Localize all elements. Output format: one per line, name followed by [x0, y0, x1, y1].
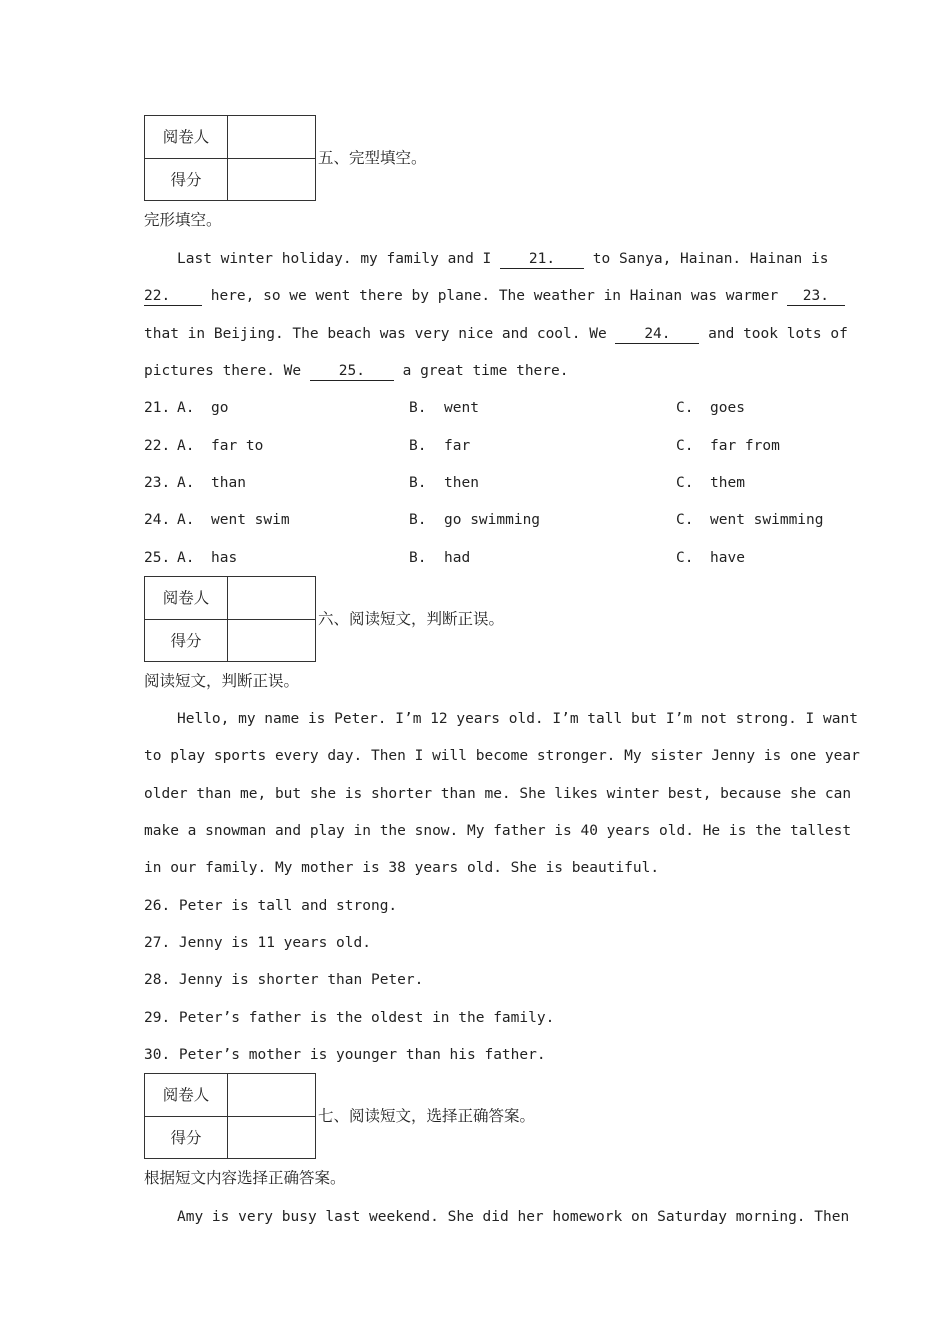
option-b[interactable]: had — [444, 550, 471, 566]
option-c[interactable]: them — [710, 475, 745, 491]
grader-box — [144, 576, 316, 662]
reading-passage-line: make a snowman and play in the snow. My father is 40 years old. He is the tallest — [144, 823, 852, 839]
section-7-instruction: 根据短文内容选择正确答案。 — [144, 1169, 346, 1187]
section-6-heading: 六、阅读短文，判断正误。 — [318, 610, 505, 628]
reviewer-label: 阅卷人 — [145, 116, 228, 159]
true-false-statement: 30. Peter’s mother is younger than his father. — [144, 1047, 546, 1063]
option-a[interactable]: has — [211, 550, 238, 566]
true-false-statement: 28. Jenny is shorter than Peter. — [144, 972, 424, 988]
reviewer-cell — [228, 577, 315, 620]
cloze-passage-line: that in Beijing. The beach was very nice and cool. We 24. and took lots of — [144, 326, 848, 342]
grader-box — [144, 115, 316, 201]
reading-passage-line: in our family. My mother is 38 years old. She is beautiful. — [144, 860, 660, 876]
cloze-passage-line: Last winter holiday. my family and I 21. to Sanya, Hainan. Hainan is — [177, 251, 829, 267]
cloze-passage-line: 22. here, so we went there by plane. The weather in Hainan was warmer 23. — [144, 286, 845, 306]
option-a[interactable]: went swim — [211, 512, 290, 528]
blank-25: 25. — [310, 363, 394, 381]
blank-23: 23. — [787, 288, 845, 306]
reviewer-cell — [228, 1074, 315, 1117]
section-5-heading: 五、完型填空。 — [318, 149, 427, 167]
blank-21: 21. — [500, 251, 584, 269]
blank-22: 22. — [144, 288, 202, 306]
section-6-instruction: 阅读短文，判断正误。 — [144, 672, 300, 690]
section-7-heading: 七、阅读短文，选择正确答案。 — [318, 1107, 536, 1125]
grader-box — [144, 1073, 316, 1159]
reading-passage-line: older than me, but she is shorter than me. She likes winter best, because she can — [144, 786, 852, 802]
score-label: 得分 — [145, 159, 228, 200]
reading-passage-line: Hello, my name is Peter. I’m 12 years old. I’m tall but I’m not strong. I want — [177, 711, 858, 727]
reviewer-cell — [228, 116, 315, 159]
score-label: 得分 — [145, 620, 228, 661]
option-b[interactable]: go swimming — [444, 512, 541, 528]
option-b[interactable]: far — [444, 438, 471, 454]
true-false-statement: 26. Peter is tall and strong. — [144, 898, 398, 914]
option-b[interactable]: then — [444, 475, 479, 491]
true-false-statement: 29. Peter’s father is the oldest in the family. — [144, 1010, 555, 1026]
option-a[interactable]: than — [211, 475, 246, 491]
score-label: 得分 — [145, 1117, 228, 1158]
reviewer-label: 阅卷人 — [145, 577, 228, 620]
option-a[interactable]: go — [211, 400, 229, 416]
reading-passage-line: Amy is very busy last weekend. She did her homework on Saturday morning. Then — [177, 1209, 850, 1225]
blank-24: 24. — [615, 326, 699, 344]
score-cell — [228, 1117, 315, 1158]
option-a[interactable]: far to — [211, 438, 264, 454]
option-c[interactable]: goes — [710, 400, 745, 416]
reading-passage-line: to play sports every day. Then I will become stronger. My sister Jenny is one year — [144, 748, 860, 764]
cloze-passage-line: pictures there. We 25. a great time there. — [144, 363, 569, 379]
option-b[interactable]: went — [444, 400, 479, 416]
option-c[interactable]: went swimming — [710, 512, 824, 528]
score-cell — [228, 620, 315, 661]
option-c[interactable]: have — [710, 550, 745, 566]
reviewer-label: 阅卷人 — [145, 1074, 228, 1117]
option-c[interactable]: far from — [710, 438, 780, 454]
section-5-instruction: 完形填空。 — [144, 211, 222, 229]
true-false-statement: 27. Jenny is 11 years old. — [144, 935, 371, 951]
score-cell — [228, 159, 315, 200]
